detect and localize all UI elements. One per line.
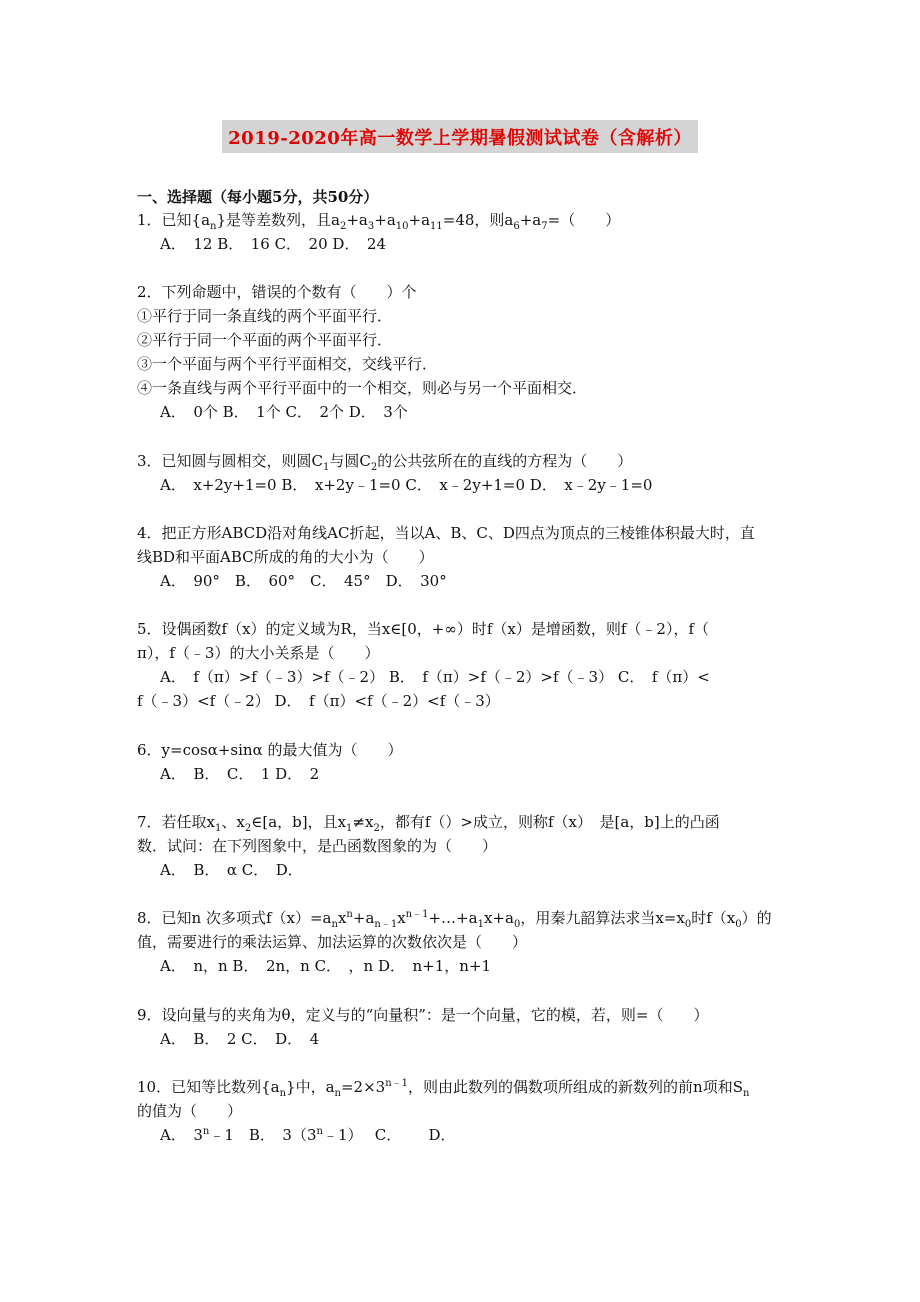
question-5-options-1: A． f（π）>f（﹣3）>f（﹣2） B． f（π）>f（﹣2）>f（﹣3） C． f（π）< [160,668,710,686]
question-1-stem: 1．已知$\{a_n\}$是等差数列，且$a_2+a_3+a_{10}+a_{11}=48$，则$a_6+a_7=$（ ） [137,211,621,232]
question-5-line-2: π），f（﹣3）的大小关系是（ ） [137,644,380,662]
question-7-options: A． B． α C． D． [160,861,303,879]
question-3-stem: 3．已知圆与圆相交，则圆$C_1$与圆$C_2$的公共弦所在的直线的方程为（ ） [137,452,633,473]
question-6-stem: 6．y=cosα+sinα 的最大值为（ ） [137,741,403,759]
question-2-options: A． 0个 B． 1个 C． 2个 D． 3个 [160,403,408,421]
question-4-options: A． 90° B． 60° C． 45° D． 30° [160,572,447,590]
question-8-options: A． n，n B． 2n，n C． ，n D． n+1，n+1 [160,957,492,975]
question-9-options: A． B． 2 C． D． 4 [160,1030,320,1048]
question-8-line-1: 8．已知n 次多项式$f(x)=a_nx^n+a_{n﹣1}x^{n﹣1}+\dots+a_1x+a_0$，用秦九韶算法求当$x=x_0$时$f(x_0)$的 [137,909,772,930]
question-10-line-1: 10．已知等比数列$\{a_n\}$中，$a_n=2\times 3^{n﹣1}$，则由此数列的偶数项所组成的新数列的前n项和$S_n$ [137,1078,750,1099]
question-2-item: ①平行于同一条直线的两个平面平行． [137,307,393,325]
question-2-item: ②平行于同一个平面的两个平面平行． [137,331,393,349]
question-8-line-2: 值，需要进行的乘法运算、加法运算的次数依次是（ ） [137,933,528,951]
question-4-line-2: 线BD和平面ABC所成的角的大小为（ ） [137,548,434,566]
question-4-line-1: 4．把正方形ABCD沿对角线AC折起，当以A、B、C、D四点为顶点的三棱锥体积最大时，直 [137,524,755,542]
question-2-stem: 2．下列命题中，错误的个数有（ ）个 [137,283,417,301]
question-7-line-1: 7．若任取$x_1$、$x_2\in[a$，b]，且$x_1\ne x_2$，都有f（）>成立，则称f（x） 是[a，b]上的凸函 [137,813,720,834]
question-5-line-1: 5．设偶函数f（x）的定义域为R，当x∈[0，+∞）时f（x）是增函数，则f（﹣2），f（ [137,620,710,638]
question-1-options: A． 12 B． 16 C． 20 D． 24 [160,235,387,253]
question-10-options: A． 3$^n$﹣1 B． 3（3$^n$﹣1） C． D． [160,1126,456,1144]
question-10-line-2: 的值为（ ） [137,1102,243,1120]
question-7-line-2: 数．试问：在下列图象中，是凸函数图象的为（ ） [137,837,498,855]
document-title: 2019-2020年高一数学上学期暑假测试试卷（含解析） [222,120,698,153]
question-6-options: A． B． C． 1 D． 2 [160,765,320,783]
question-5-options-2: f（﹣3）<f（﹣2） D． f（π）<f（﹣2）<f（﹣3） [137,692,500,710]
title-container [0,120,920,153]
section-heading: 一、选择题（每小题5分，共50分） [137,188,379,206]
question-3-options: A． x+2y+1=0 B． x+2y﹣1=0 C． x﹣2y+1=0 D． x﹣2y﹣1=0 [160,476,653,494]
question-2-item: ④一条直线与两个平行平面中的一个相交，则必与另一个平面相交． [137,379,588,397]
question-9-stem: 9．设向量与的夹角为θ，定义与的“向量积”：是一个向量，它的模，若，则=（ ） [137,1006,709,1024]
question-2-item: ③一个平面与两个平行平面相交，交线平行． [137,355,438,373]
